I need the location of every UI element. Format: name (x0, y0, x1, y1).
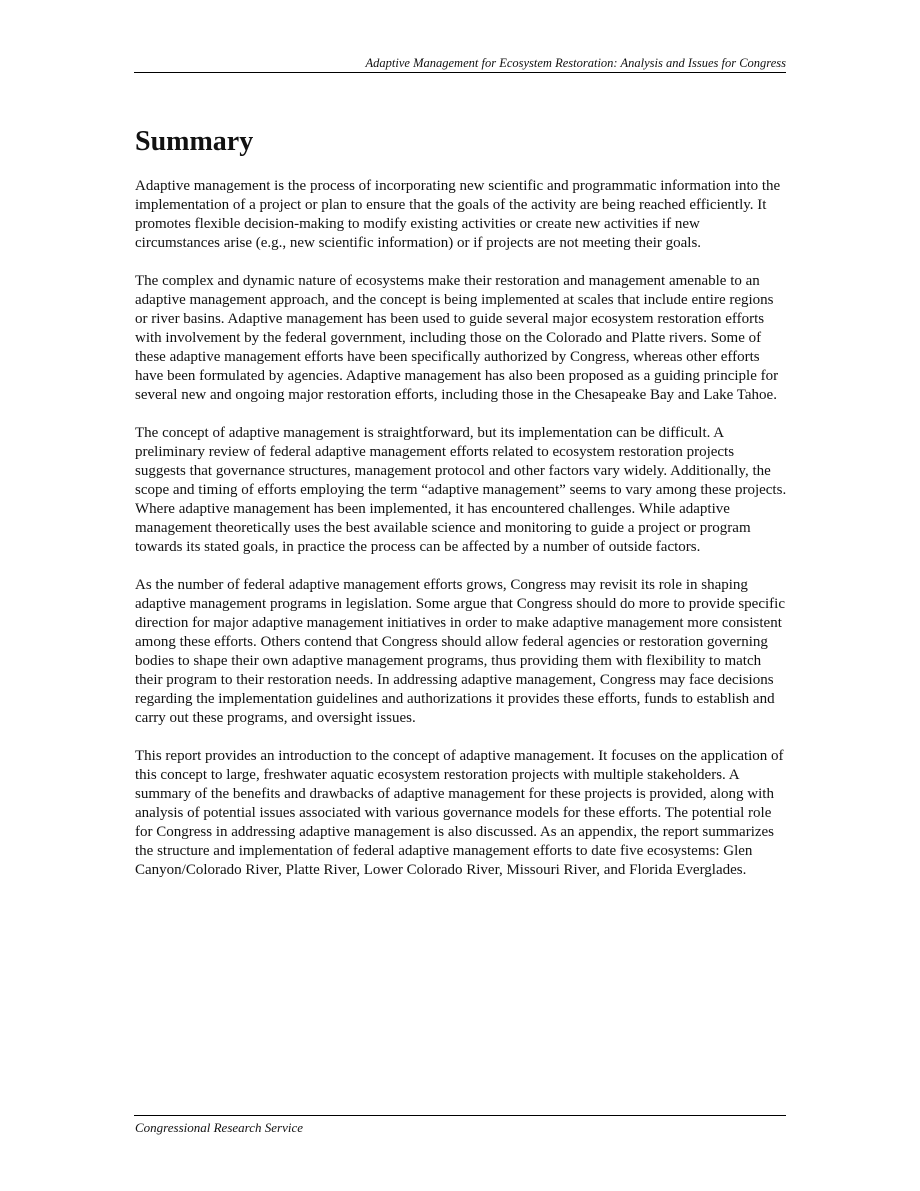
running-header: Adaptive Management for Ecosystem Restoration: Analysis and Issues for Congress (365, 56, 786, 70)
paragraph: The concept of adaptive management is straightforward, but its implementation can be difficult. A preliminary review of federal adaptive management efforts related to ecosystem restoration projects suggests that governance structures, management protocol and other factors vary widely. Additionally, the scope and timing of efforts employing the term “adaptive management” seems to vary among these projects. Where adaptive management has been implemented, it has encountered challenges. While adaptive management theoretically uses the best available science and monitoring to guide a project or program towards its stated goals, in practice the process can be affected by a number of outside factors. (135, 425, 787, 555)
page-title: Summary (135, 126, 254, 157)
summary-body (135, 177, 787, 899)
paragraph: This report provides an introduction to the concept of adaptive management. It focuses on the application of this concept to large, freshwater aquatic ecosystem restoration projects with multiple stakeholders. A summary of the benefits and drawbacks of adaptive management for these projects is provided, along with analysis of potential issues associated with various governance models for these efforts. The potential role for Congress in addressing adaptive management is also discussed. As an appendix, the report summarizes the structure and implementation of federal adaptive management efforts to date five ecosystems: Glen Canyon/Colorado River, Platte River, Lower Colorado River, Missouri River, and Florida Everglades. (135, 748, 784, 878)
paragraph: Adaptive management is the process of incorporating new scientific and programmatic information into the implementation of a project or plan to ensure that the goals of the activity are being reached efficiently. It promotes flexible decision-making to modify existing activities or create new activities if new circumstances arise (e.g., new scientific information) or if projects are not meeting their goals. (135, 178, 781, 251)
header-divider (134, 72, 786, 73)
paragraph: The complex and dynamic nature of ecosystems make their restoration and management amenable to an adaptive management approach, and the concept is being implemented at scales that include entire regions or river basins. Adaptive management has been used to guide several major ecosystem restoration efforts with involvement by the federal government, including those on the Colorado and Platte rivers. Some of these adaptive management efforts have been specifically authorized by Congress, whereas other efforts have been formulated by agencies. Adaptive management has also been proposed as a guiding principle for several new and ongoing major restoration efforts, including those in the Chesapeake Bay and Lake Tahoe. (135, 273, 779, 403)
running-footer: Congressional Research Service (135, 1120, 303, 1135)
footer-divider (134, 1115, 786, 1116)
paragraph: As the number of federal adaptive management efforts grows, Congress may revisit its role in shaping adaptive management programs in legislation. Some argue that Congress should do more to provide specific direction for major adaptive management initiatives in order to make adaptive management more consistent among these efforts. Others contend that Congress should allow federal agencies or restoration governing bodies to shape their own adaptive management programs, thus providing them with flexibility to match their program to their restoration needs. In addressing adaptive management, Congress may face decisions regarding the implementation guidelines and authorizations it provides these efforts, funds to establish and carry out these programs, and oversight issues. (135, 577, 785, 726)
